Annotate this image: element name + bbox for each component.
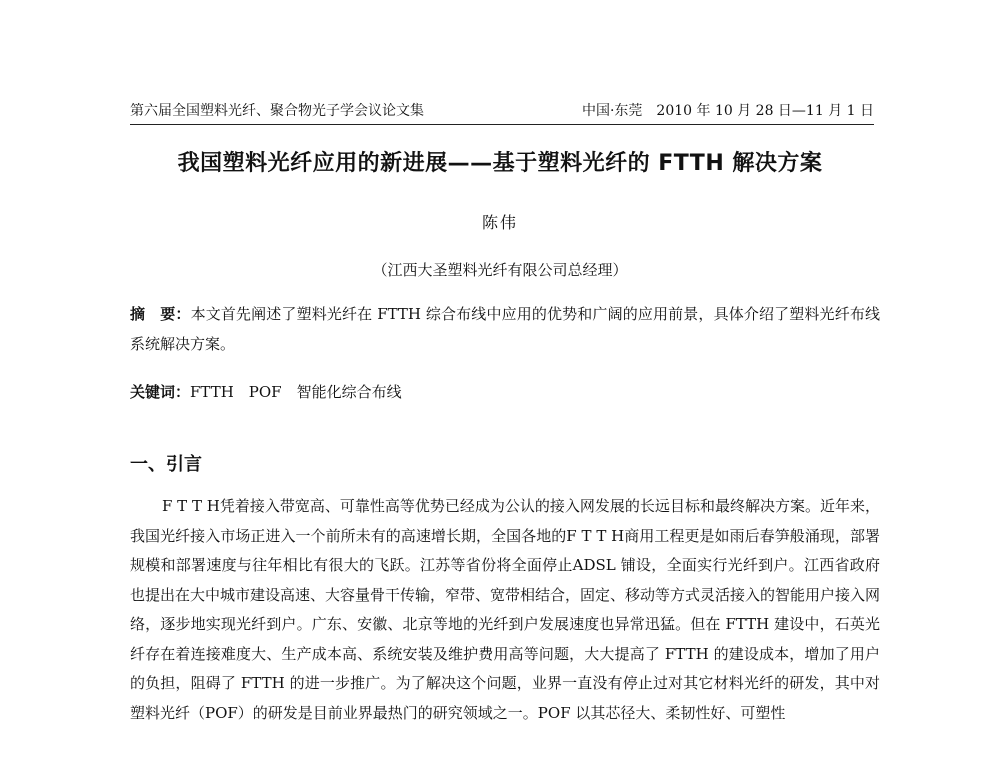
paper-title: 我国塑料光纤应用的新进展——基于塑料光纤的 FTTH 解决方案 [177, 151, 823, 176]
abstract-label: 摘 要： [130, 305, 191, 323]
author-affiliation: （江西大圣塑料光纤有限公司总经理） [372, 261, 628, 279]
abstract-text: 本文首先阐述了塑料光纤在 FTTH 综合布线中应用的优势和广阔的应用前景，具体介绍了塑料光纤布线系统解决方案。 [130, 305, 880, 353]
header-venue-date: 中国·东莞 2010 年 10 月 28 日—11 月 1 日 [581, 103, 874, 119]
section-heading-introduction: 一、引言 [130, 454, 202, 475]
author-name: 陈伟 [481, 213, 518, 232]
running-header [130, 101, 874, 121]
abstract [130, 299, 880, 359]
keywords-label: 关键词： [130, 383, 191, 401]
header-divider [130, 124, 874, 125]
header-proceedings-title: 第六届全国塑料光纤、聚合物光子学会议论文集 [130, 103, 424, 119]
keywords-text: FTTH POF 智能化综合布线 [190, 383, 402, 401]
introduction-paragraph: F T T H凭着接入带宽高、可靠性高等优势已经成为公认的接入网发展的长远目标和最终解决方案。近年来，我国光纤接入市场正进入一个前所未有的高速增长期，全国各地的F T T H商用工程更是如雨后春笋般涌现，部署规模和部署速度与往年相比有很大的飞跃。江苏等省份将全面停止ADSL 铺设，全面实行光纤到户。江西省政府也提出在大中城市建设高速、大容量骨干传输，窄带、宽带相结合，固定、移动等方式灵活接入的智能用户接入网络，逐步地实现光纤到户。广东、安徽、北京等地的光纤到户发展速度也异常迅猛。但在 FTTH 建设中，石英光纤存在着连接难度大、生产成本高、系统安装及维护费用高等问题，大大提高了 FTTH 的建设成本，增加了用户的负担，阻碍了 FTTH 的进一步推广。为了解决这个问题，业界一直没有停止过对其它材料光纤的研发，其中对塑料光纤（POF）的研发是目前业界最热门的研究领域之一。POF 以其芯径大、柔韧性好、可塑性 [130, 497, 881, 722]
keywords [130, 377, 880, 407]
